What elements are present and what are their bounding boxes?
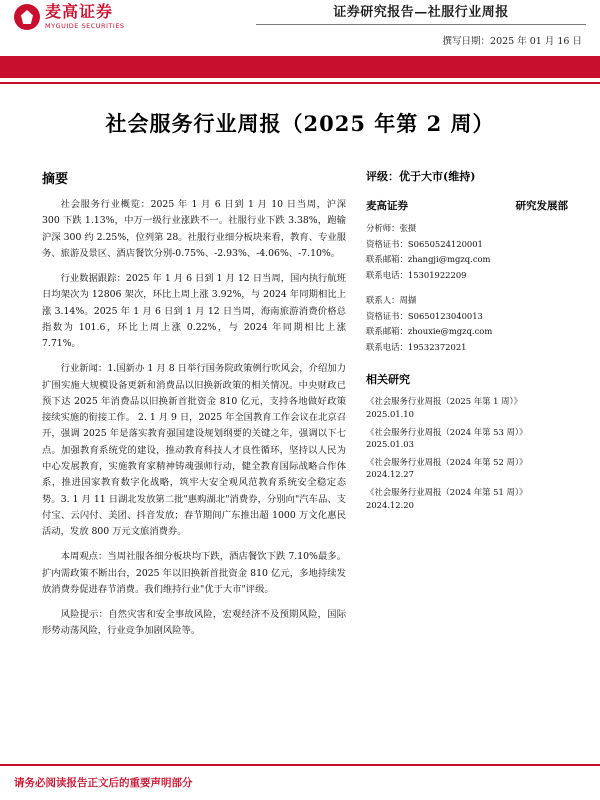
running-header	[256, 0, 586, 47]
firm-row	[366, 198, 586, 213]
main-column	[0, 168, 360, 740]
related-title: 《社会服务行业周报（2024 年第 51 周）》	[366, 487, 528, 498]
paragraph-data-tracking: 行业数据跟踪：2025 年 1 月 6 日到 1 月 12 日当周，国内执行航班日均架次为 12806 架次，环比上周上涨 3.92%，与 2024 年同期相比上涨 3.14%。2025 年 1 月 6 日到 1 月 12 日当周，海南旅游消费价格总指数为 101.6，环比上周上涨 0.22%，与 2024 年同期相比上涨 7.71%。	[42, 273, 346, 350]
contact-row	[366, 221, 586, 237]
logo-text-en: MYGUIDE SECURITIES	[45, 22, 125, 31]
logo-text-cn: 麦高证券	[45, 2, 114, 22]
contact-value: 周撷	[399, 295, 417, 306]
contact-block	[366, 221, 586, 283]
contact-value: 19532372021	[407, 341, 467, 352]
related-date: 2025.01.03	[366, 439, 414, 450]
related-title: 《社会服务行业周报（2024 年第 53 周）》	[366, 426, 528, 437]
related-research-item[interactable]	[366, 395, 586, 420]
side-column	[360, 168, 600, 740]
related-title: 《社会服务行业周报（2025 年第 1 周）》	[366, 396, 523, 407]
related-date: 2024.12.20	[366, 499, 414, 510]
running-title: 证券研究报告—社服行业周报	[333, 5, 509, 20]
contact-value: zhouxie@mgzq.com	[407, 326, 493, 337]
contact-value: 张摄	[399, 223, 417, 233]
contact-label: 联系邮箱：	[366, 326, 408, 337]
rating-value: 优于大市(维持)	[399, 170, 476, 183]
contact-label: 分析师：	[366, 223, 400, 233]
page-title: 社会服务行业周报（2025 年第 2 周）	[105, 111, 495, 136]
company-logo	[14, 4, 125, 30]
red-band	[0, 56, 600, 78]
contact-label: 联系电话：	[366, 341, 408, 352]
paragraph-overview: 社会服务行业概览：2025 年 1 月 6 日到 1 月 10 日当周，沪深 300 下跌 1.13%，中万一级行业涨跌不一。社服行业下跌 3.38%，跑输沪深 300 约 2.25%，位列第 28。社服行业细分板块来看，教育、专业服务、旅游及景区、酒店餐饮分别-0.75%、-2.93%、-4.06%、-7.10%。	[42, 199, 346, 259]
contact-label: 资格证书：	[366, 310, 408, 321]
contact-value: 15301922209	[407, 269, 467, 280]
related-title: 《社会服务行业周报（2024 年第 52 周）》	[366, 456, 528, 467]
rating-row	[366, 168, 586, 184]
related-date: 2025.01.10	[366, 408, 414, 419]
contact-value: zhangji@mgzq.com	[407, 254, 491, 265]
page-header	[0, 0, 600, 52]
contact-label: 联系邮箱：	[366, 254, 408, 265]
related-research-item[interactable]	[366, 456, 586, 481]
abstract-heading: 摘要	[42, 172, 69, 187]
contact-label: 资格证书：	[366, 238, 408, 249]
contact-row	[366, 268, 586, 284]
related-research-item[interactable]	[366, 426, 586, 451]
contact-row	[366, 340, 586, 356]
firm-name: 麦高证券	[366, 200, 408, 212]
contact-value: S0650524120001	[407, 238, 483, 249]
contact-row	[366, 237, 586, 253]
contact-row	[366, 293, 586, 309]
related-date: 2024.12.27	[366, 469, 414, 480]
department-name: 研究发展部	[515, 200, 568, 212]
footer-rule	[0, 764, 600, 766]
logo-mark-icon	[14, 4, 40, 30]
paragraph-industry-news: 行业新闻：1.国新办 1 月 8 日举行国务院政策例行吹风会，介绍加力扩围实施大规模设备更新和消费品以旧换新政策的相关情况。中央财政已预下达 2025 年消费品以旧换新首批资金 810 亿元，支持各地做好政策接续实施的衔接工作。 2. 1 月 9 日，2025 年全国教育工作会议在北京召开，强调 2025 年是落实教育强国建设规划纲要的关键之年，强调以下七点。加强教育系统党的建设，推动教育科技人才良性循环，坚持以人民为中心发展教育，实施教育家精神铸魂强师行动，健全教育国际战略合作体系，推进国家教育数字化战略，筑牢大安全观风范教育系统安全稳定态势。3. 1 月 11 日湖北发放第二批"惠购湖北"消费券，分别向"汽车品、支付宝、云闪付、美团、抖音发放；春节期间广东推出超 1000 万文化惠民活动，发放 800 万元文旅消费券。	[42, 363, 346, 538]
contact-label: 联系人：	[366, 295, 400, 306]
contact-value: S0650123040013	[407, 310, 483, 321]
related-research-heading: 相关研究	[366, 373, 410, 387]
contact-row	[366, 309, 586, 325]
contact-block-secondary	[366, 293, 586, 355]
related-research-item[interactable]	[366, 486, 586, 511]
red-rule	[0, 82, 600, 84]
contact-label: 联系电话：	[366, 269, 408, 280]
contact-row	[366, 324, 586, 340]
footer-disclaimer: 请务必阅读报告正文后的重要声明部分	[14, 777, 193, 789]
paragraph-weekly-view: 本周观点：当周社服各细分板块均下跌，酒店餐饮下跌 7.10%最多。扩内需政策不断出台，2025 年以旧换新首批资金 810 亿元，多地持续发放消费券促进春节消费。我们维持行业"优于大市"评级。	[42, 551, 346, 595]
contact-row	[366, 252, 586, 268]
report-date: 撰写日期：2025 年 01 月 16 日	[442, 36, 582, 47]
body	[0, 168, 600, 740]
paragraph-risk-warning: 风险提示：自然灾害和安全事故风险，宏观经济不及预期风险，国际形势动荡风险，行业竞争加剧风险等。	[42, 609, 346, 637]
rating-label: 评级：	[366, 170, 399, 183]
